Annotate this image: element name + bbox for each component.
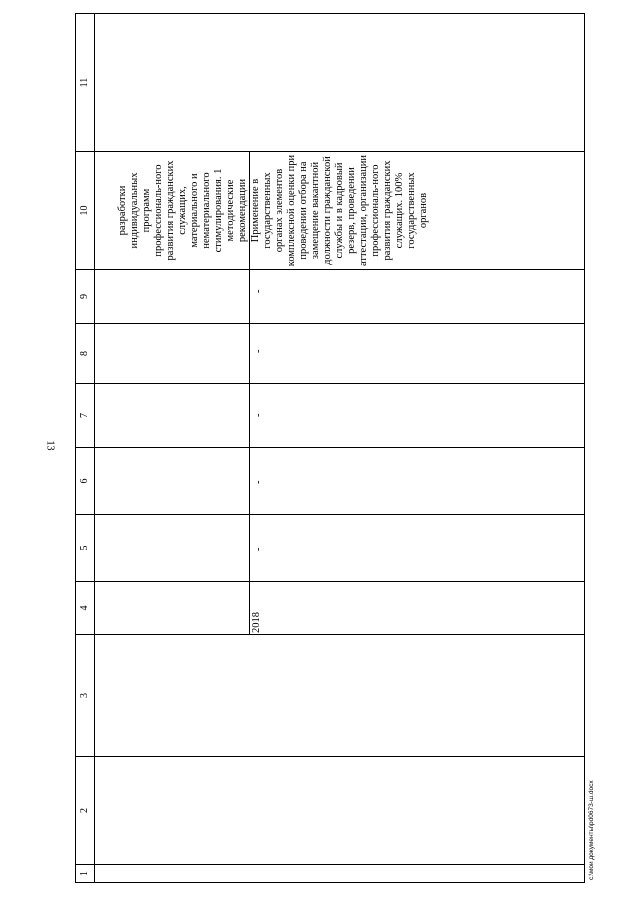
header-row [76, 14, 95, 883]
cell-col-10-text: Применение в государственных органах элементов комплексной оценки при проведении отбора на замещение вакантной должности гражданской службы и в кадровый резерв, проведении аттестации, организации профессиональ-ного развития гражданских служащих. 100% государственных органов [250, 152, 585, 270]
cell-year: 2018 [250, 582, 585, 635]
header-col-11: 11 [76, 14, 95, 152]
header-col-10: 10 [76, 152, 95, 270]
cell-col-5 [94, 515, 250, 582]
header-col-1: 1 [76, 865, 95, 883]
header-col-9: 9 [76, 270, 95, 324]
cell-col-8-dash: - [250, 324, 585, 384]
page-number: 13 [44, 440, 56, 451]
cell-col-9 [94, 270, 250, 324]
cell-col-5-dash: - [250, 515, 585, 582]
rotated-page [75, 14, 585, 883]
file-path-footer: c:\мои документы\pd0673-ш.docx [588, 780, 595, 880]
cell-col-7-dash: - [250, 384, 585, 448]
cell-col-6 [94, 448, 250, 515]
cell-col-7 [94, 384, 250, 448]
table-row [94, 14, 250, 883]
header-col-6: 6 [76, 448, 95, 515]
header-col-4: 4 [76, 582, 95, 635]
cell-col-4 [94, 582, 250, 635]
cell-col-1 [94, 865, 584, 883]
cell-col-11 [94, 14, 584, 152]
header-col-8: 8 [76, 324, 95, 384]
plan-table [75, 13, 585, 883]
header-col-3: 3 [76, 635, 95, 757]
cell-col-3 [94, 635, 584, 757]
cell-col-8 [94, 324, 250, 384]
header-col-2: 2 [76, 757, 95, 865]
header-col-5: 5 [76, 515, 95, 582]
cell-col-9-dash: - [250, 270, 585, 324]
header-col-7: 7 [76, 384, 95, 448]
cell-col-2 [94, 757, 584, 865]
cell-col-10-text: разработки индивидуальных программ профессиональ-ного развития гражданских служащих, материального и нематериального стимулирования. 1 методические рекомендации [94, 152, 250, 270]
cell-col-6-dash: - [250, 448, 585, 515]
